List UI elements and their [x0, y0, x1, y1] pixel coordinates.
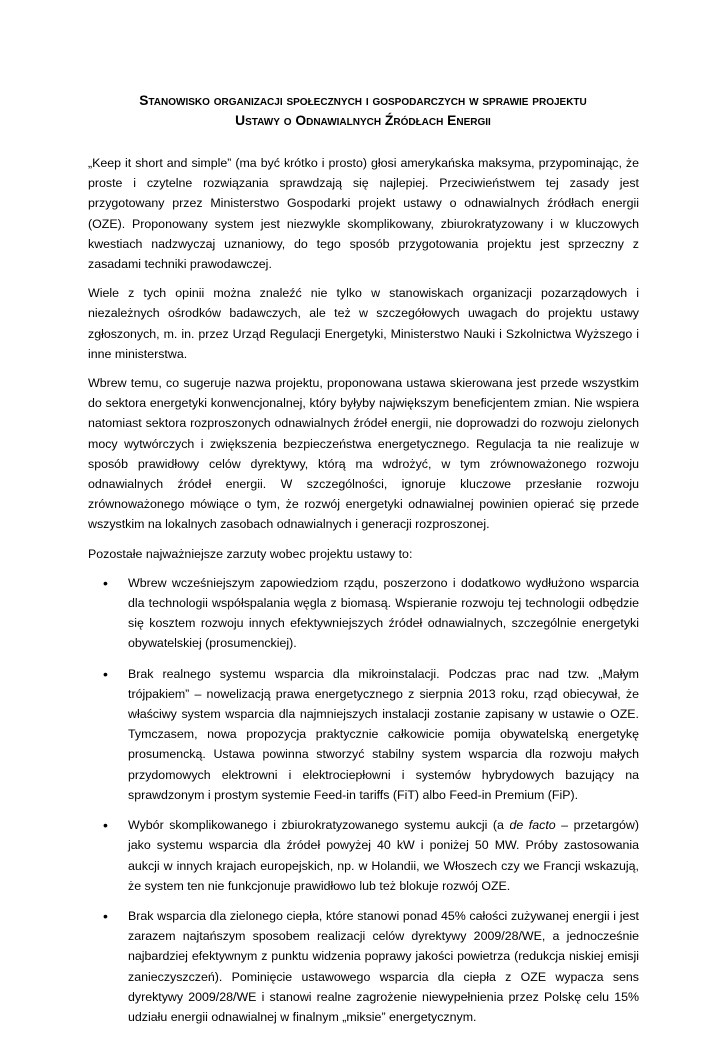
list-item-text-after: – przetargów) jako systemu wsparcia dla źródeł powyżej 40 kW i poniżej 50 MW. Próby zastosowania aukcji w innych krajach europejskich, np. w Holandii, we Włoszech czy we Francji wskazują, że system ten nie funkcjonuje prawidłowo lub też blokuje rozwój OZE.: [128, 818, 640, 893]
document-title: [88, 91, 638, 131]
bullet-icon: •: [103, 907, 108, 924]
list-item-text-before: Wybór skomplikowanego i zbiurokratyzowanego systemu aukcji (a: [128, 818, 510, 833]
paragraph-opinions: Wiele z tych opinii można znaleźć nie tylko w stanowiskach organizacji pozarządowych i niezależnych ośrodków badawczych, ale też w szczegółowych uwagach do projektu ustawy zgłoszonych, m. in. przez Urząd Regulacji Energetyki, Ministerstwo Nauki i Szkolnictwa Wyższego i inne ministerstwa.: [88, 286, 639, 361]
paragraph-list-intro: Pozostałe najważniejsze zarzuty wobec projektu ustawy to:: [88, 546, 413, 561]
bullet-icon: •: [103, 665, 108, 682]
paragraph-criticism: Wbrew temu, co sugeruje nazwa projektu, proponowana ustawa skierowana jest przede wszystkim do sektora energetyki konwencjonalnej, który byłyby największym beneficjentem zmian. Nie wspiera natomiast sektora rozproszonych odnawialnych źródeł energii, nie doprowadzi do rozwoju zielonych mocy wytwórczych i zwiększenia bezpieczeństwa energetycznego. Regulacja ta nie realizuje w sposób prawidłowy celów dyrektywy, którą ma wdrożyć, w tym zrównoważonego rozwoju odnawialnych źródeł energii. W szczególności, ignoruje kluczowe przesłanie rozwoju zrównoważonego mówiące o tym, że rozwój energetyki odnawialnej powinien opierać się przede wszystkim na lokalnych zasobach odnawialnych i generacji rozproszonej.: [88, 376, 639, 532]
document-body: [88, 153, 639, 1037]
list-item: [88, 664, 639, 805]
title-line-1: Stanowisko organizacji społecznych i gospodarczych w sprawie projektu: [139, 93, 587, 108]
objections-list: [88, 573, 639, 1027]
list-item: [88, 906, 639, 1027]
list-item-text-italic: de facto: [509, 818, 556, 833]
bullet-icon: •: [103, 574, 108, 591]
list-item: [88, 573, 639, 654]
list-item-text: Wbrew wcześniejszym zapowiedziom rządu, poszerzono i dodatkowo wydłużono wsparcia dla technologii współspalania węgla z biomasą. Wspieranie rozwoju tej technologii odbędzie się kosztem rozwoju innych efektywniejszych źródeł odnawialnych, szczególnie energetyki obywatelskiej (prosumenckiej).: [128, 575, 639, 651]
list-item: [88, 815, 639, 896]
paragraph-intro: „Keep it short and simple” (ma być krótko i prosto) głosi amerykańska maksyma, przypominając, że proste i czytelne rozwiązania sprawdzają się najlepiej. Przeciwieństwem tej zasady jest przygotowany przez Ministerstwo Gospodarki projekt ustawy o odnawialnych źródłach energii (OZE). Proponowany system jest niezwykle skomplikowany, zbiurokratyzowany i w kluczowych kwestiach nadzwyczaj uznaniowy, do tego sposób przygotowania projektu jest sprzeczny z zasadami techniki prawodawczej.: [88, 156, 639, 272]
list-item-text: Brak realnego systemu wsparcia dla mikroinstalacji. Podczas prac nad tzw. „Małym trójpakiem” – nowelizacją prawa energetycznego z sierpnia 2013 roku, rząd obiecywał, że właściwy system wsparcia dla najmniejszych instalacji zostanie zapisany w ustawie o OZE. Tymczasem, nowa propozycja praktycznie całkowicie pomija obywatelską energetykę prosumencką. Ustawa powinna stworzyć stabilny system wsparcia dla rozwoju małych przydomowych elektrowni i elektrociepłowni i systemów hybrydowych bazujący na sprawdzonym i prostym systemie Feed-in tariffs (FiT) albo Feed-in Premium (FiP).: [128, 666, 639, 802]
list-item-text: Brak wsparcia dla zielonego ciepła, które stanowi ponad 45% całości zużywanej energii i jest zarazem najtańszym sposobem realizacji celów dyrektywy 2009/28/WE, a jednocześnie najbardziej efektywnym z punktu widzenia poprawy jakości powietrza (redukcja niskiej emisji zanieczyszczeń). Pominięcie ustawowego wsparcia dla ciepła z OZE wypacza sens dyrektywy 2009/28/WE i stanowi realne zagrożenie niewypełnienia przez Polskę celu 15% udziału energii odnawialnej w finalnym „miksie” energetycznym.: [128, 908, 639, 1024]
title-line-2: Ustawy o Odnawialnych Źródłach Energii: [235, 113, 491, 128]
bullet-icon: •: [103, 817, 108, 834]
